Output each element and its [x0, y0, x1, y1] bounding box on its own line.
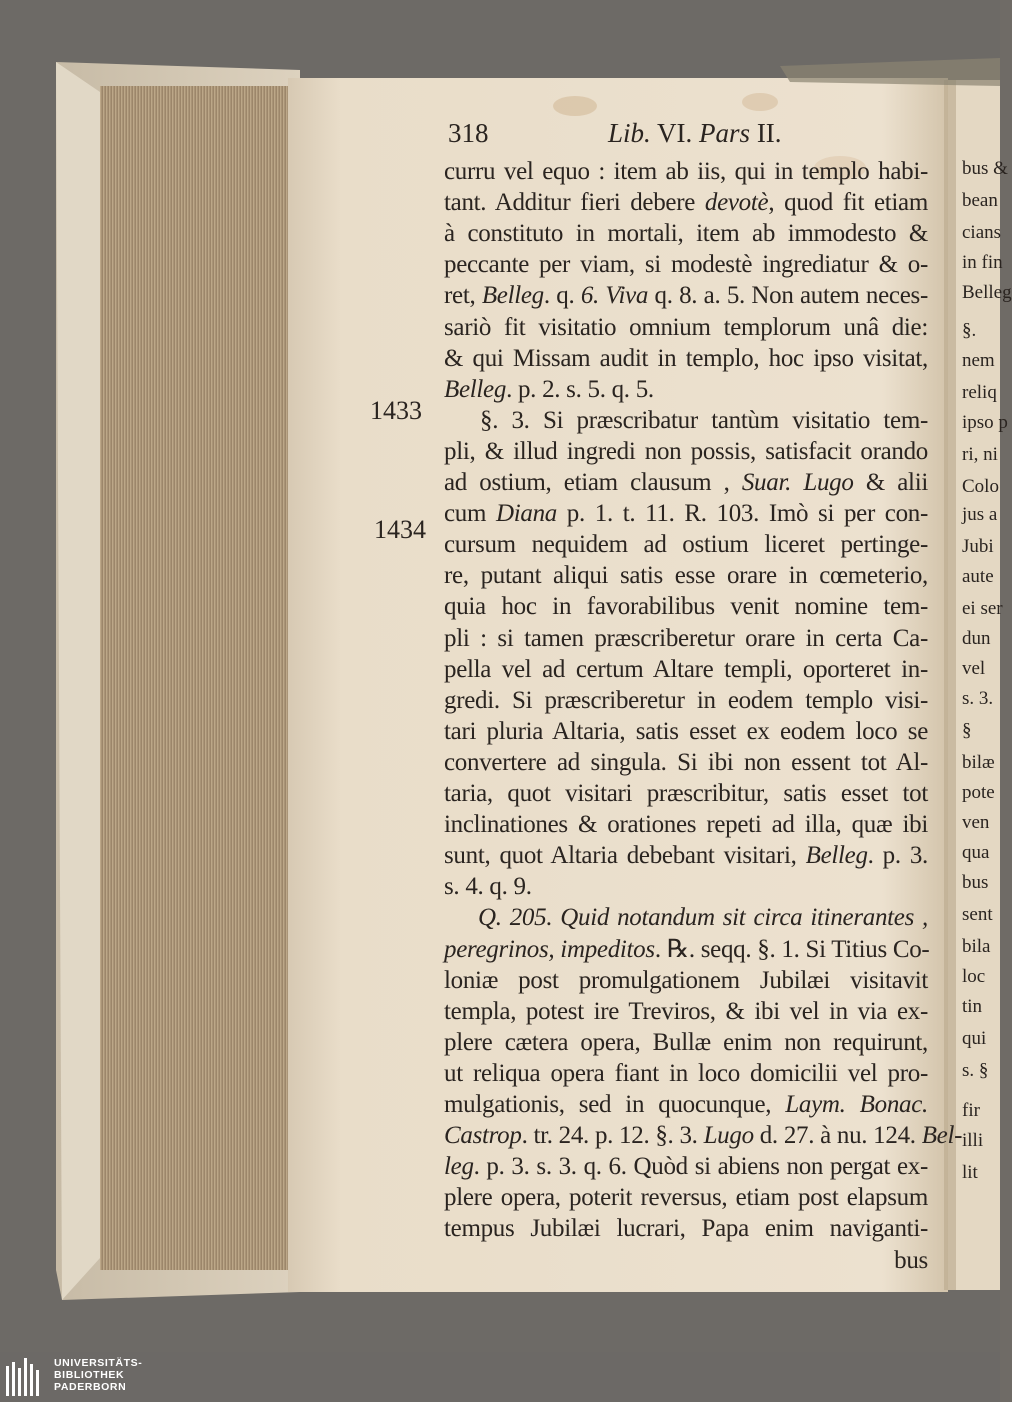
text-line [444, 529, 928, 560]
text-line [444, 685, 928, 716]
opposite-page-fragment: in fin [962, 252, 1003, 273]
text-run: mulgationis, sed in quocunque, [444, 1091, 786, 1118]
opposite-page-fragment: qua [962, 842, 990, 863]
text-run: . tr. 24. p. 12. §. 3. [521, 1122, 704, 1150]
text-line [444, 1213, 928, 1244]
opposite-page-fragment: nem [962, 350, 995, 371]
page-text-area [292, 78, 963, 1290]
text-run: Laym. Bonac. [785, 1091, 928, 1118]
text-line [444, 343, 928, 374]
text-run: re, putant aliqui satis esse orare in cœmeterio, [444, 562, 928, 590]
opposite-page-fragment: bean [962, 190, 998, 211]
text-run: cum [444, 500, 496, 528]
text-line [444, 1058, 928, 1089]
opposite-page-fragment: ei ser [962, 598, 1003, 619]
text-run: Belleg [481, 282, 544, 310]
opposite-page-fragment: s. § [962, 1060, 989, 1081]
text-line [444, 591, 928, 622]
text-line [444, 716, 928, 747]
opposite-page-fragment: jus a [962, 504, 998, 525]
text-run: Belleg [444, 375, 507, 403]
text-run: Lugo [703, 1122, 754, 1150]
text-run: convertere ad singula. Si ibi non essent tot Al- [444, 748, 928, 776]
text-run: & qui Missam audit in templo, hoc ipso visitat, [444, 344, 928, 372]
text-line [444, 218, 928, 249]
text-run: Suar. Lugo [741, 469, 854, 496]
opposite-page-fragment: loc [962, 966, 986, 987]
text-run: Bel- [921, 1122, 963, 1150]
text-run: cursum nequidem ad ostium liceret pertinge- [444, 531, 928, 559]
text-run: §. 3. Si præscribatur tantùm visitatio tem- [480, 406, 928, 434]
opposite-page-fragment: Belleg [962, 282, 1012, 303]
text-run: bus [894, 1246, 928, 1274]
text-run: & alii [853, 469, 928, 496]
text-run: pella vel ad certum Altare templi, oporteret in- [444, 655, 928, 683]
text-line [444, 747, 928, 778]
opposite-page-fragment: bila [962, 936, 991, 957]
opposite-page-fragment: ri, ni [962, 444, 998, 465]
opposite-page-fragment: § [962, 720, 972, 741]
library-name-line-1: UNIVERSITÄTS- [54, 1357, 143, 1369]
library-logo-icon [6, 1358, 46, 1396]
text-run: s. 4. q. 9. [444, 873, 532, 901]
text-run: à constituto in mortali, item ab immodesto & [444, 220, 928, 248]
text-run: 6. Viva [580, 282, 649, 310]
text-run: . p. 3. [867, 842, 928, 870]
opposite-page-fragment: tin [962, 996, 983, 1017]
text-line [444, 312, 928, 343]
text-line [444, 467, 928, 498]
text-line [444, 996, 928, 1027]
text-line [444, 809, 928, 840]
opposite-page-fragment: reliq [962, 382, 997, 403]
text-run: quia hoc in favorabilibus venit nomine tem- [444, 593, 928, 621]
text-run: curru vel equo : item ab iis, qui in templo habi- [444, 158, 928, 185]
text-line [480, 405, 928, 436]
text-run: p. 1. t. 11. R. 103. Imò si per con- [556, 500, 929, 528]
text-line [444, 560, 928, 591]
opposite-page-fragment: fir [962, 1100, 980, 1121]
text-run: . q. [543, 282, 581, 310]
opposite-page-fragment: s. 3. [962, 688, 994, 709]
text-run: . p. 2. s. 5. q. 5. [506, 375, 654, 403]
text-run: peregrinos, impeditos [444, 935, 655, 963]
running-head-part: Pars [699, 118, 751, 148]
opposite-page-fragment: pote [962, 782, 995, 803]
text-run: ad ostium, etiam clausum , [444, 469, 742, 496]
library-name-line-3: PADERBORN [54, 1381, 127, 1393]
text-line [444, 1027, 928, 1058]
library-name-line-2: BIBLIOTHEK [54, 1369, 125, 1381]
opposite-page-fragment: ven [962, 812, 990, 833]
text-line [444, 1089, 928, 1120]
library-footer [0, 1352, 1000, 1402]
text-line [444, 374, 928, 405]
text-line [444, 1182, 928, 1213]
text-run: taria, quot visitari præscribitur, satis esset tot [444, 780, 928, 807]
text-line [444, 280, 928, 311]
text-run: devotè [704, 189, 769, 217]
text-line [444, 187, 928, 218]
text-run: pli, & illud ingredi non possis, satisfacit orando [444, 437, 928, 465]
text-run: Diana [495, 500, 557, 528]
text-line [444, 1151, 928, 1182]
text-run: , quod fit etiam [768, 189, 928, 217]
opposite-page-fragment: bus [962, 872, 989, 893]
text-run: Q. 205. Quid notandum sit circa itinerantes , [478, 904, 928, 932]
text-run: sariò fit visitatio omnium templorum unâ die: [444, 313, 928, 341]
text-run: inclinationes & orationes repeti ad illa, quæ ibi [444, 811, 928, 839]
text-run: d. 27. à nu. 124. [753, 1122, 922, 1150]
text-line [444, 840, 928, 871]
margin-number-1433: 1433 [370, 396, 422, 425]
margin-number-1434: 1434 [374, 515, 426, 544]
text-run: pli : si tamen præscriberetur orare in certa Ca- [444, 624, 928, 652]
text-line [444, 156, 928, 187]
text-run: sunt, quot Altaria debebant visitari, [444, 842, 806, 870]
text-line [444, 249, 928, 280]
text-line [444, 1245, 928, 1276]
running-head [608, 118, 782, 149]
text-run: Castrop [444, 1122, 522, 1150]
page-edges [100, 86, 292, 1270]
text-run: loniæ post promulgationem Jubilæi visitavit [444, 966, 928, 994]
running-head-prefix: Lib. [608, 118, 651, 148]
text-run: plere cætera opera, Bullæ enim non requirunt, [444, 1028, 928, 1056]
opposite-page-fragment: bus & [962, 158, 1008, 179]
text-run: peccante per viam, si modestè ingrediatur & o- [444, 251, 928, 279]
text-line [444, 934, 928, 965]
text-line [444, 778, 928, 809]
running-head-middle: VI. [650, 118, 700, 148]
opposite-page-fragment: ipso p [962, 412, 1008, 433]
text-run: leg [444, 1153, 474, 1181]
opposite-page-fragment: Jubi [962, 536, 994, 557]
text-run: . ℞. seqq. §. 1. Si Titius Co- [654, 935, 930, 963]
opposite-page-fragment: §. [962, 320, 977, 341]
opposite-page-fragment: aute [962, 566, 994, 587]
text-line [444, 1120, 963, 1151]
text-run: ut reliqua opera fiant in loco domicilii vel pro- [444, 1059, 928, 1087]
opposite-page-fragment: sent [962, 904, 993, 925]
running-head-suffix: II. [750, 118, 782, 148]
text-run: plere opera, poterit reversus, etiam post elapsum [444, 1184, 928, 1212]
page-number: 318 [448, 118, 489, 148]
opposite-page-fragment: Colo [962, 476, 999, 497]
opposite-page-fragment: vel [962, 658, 986, 679]
text-run: tant. Additur fieri debere [444, 189, 705, 217]
opposite-page-fragment: qui [962, 1028, 987, 1049]
text-line [478, 902, 928, 933]
opposite-page-fragment: cians [962, 222, 1002, 243]
text-run: tempus Jubilæi lucrari, Papa enim naviganti- [444, 1215, 928, 1243]
text-run: . p. 3. s. 3. q. 6. Quòd si abiens non pergat ex- [473, 1153, 928, 1181]
text-run: tari pluria Altaria, satis esset ex eodem loco se [444, 717, 928, 745]
text-run: templa, potest ire Treviros, & ibi vel in via ex- [444, 997, 928, 1025]
text-line [444, 436, 928, 467]
opposite-page-fragment: dun [962, 628, 991, 649]
text-run: q. 8. a. 5. Non autem neces- [648, 282, 928, 310]
text-line [444, 498, 928, 529]
text-line [444, 623, 928, 654]
text-run: gredi. Si præscriberetur in eodem templo visi- [444, 686, 928, 714]
text-line [444, 654, 928, 685]
text-run: Belleg [805, 842, 868, 870]
opposite-page-fragment: lit [962, 1162, 978, 1183]
opposite-page-fragment: illi [962, 1130, 984, 1151]
opposite-page-fragment: bilæ [962, 752, 995, 773]
text-line [444, 965, 928, 996]
text-line [444, 871, 928, 902]
text-run: ret, [444, 282, 482, 310]
library-name [54, 1357, 142, 1393]
